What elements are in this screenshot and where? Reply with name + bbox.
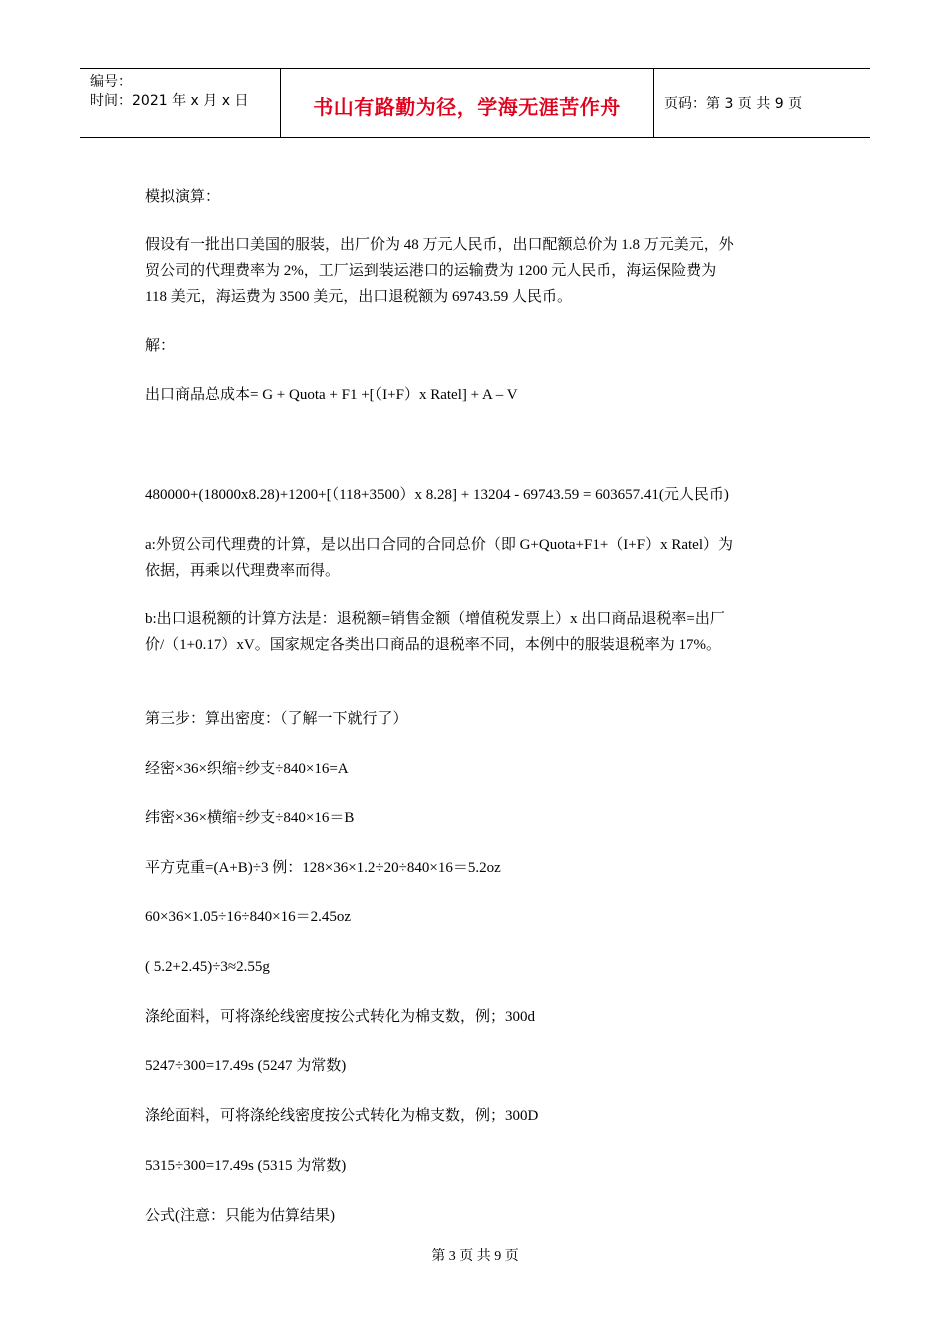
number-label: 编号：: [90, 74, 132, 90]
paragraph-line: 假设有一批出口美国的服装，出厂价为 48 万元人民币，出口配额总价为 1.8 万元美元，外: [145, 237, 734, 253]
formula-line: ( 5.2+2.45)÷3≈2.55g: [145, 959, 270, 975]
time-label: 时间：2021 年 x 月 x 日: [90, 93, 249, 109]
formula-line: 纬密×36×横缩÷纱支÷840×16＝B: [145, 810, 355, 826]
formula-line: 5247÷300=17.49s (5247 为常数): [145, 1058, 347, 1074]
formula-line: 5315÷300=17.49s (5315 为常数): [145, 1158, 347, 1174]
formula-line: 经密×36×织缩÷纱支÷840×16=A: [145, 761, 349, 777]
page-header: [80, 68, 870, 138]
cost-calculation: 480000+(18000x8.28)+1200+[（118+3500）x 8.28] + 13204 - 69743.59 = 603657.41(元人民币): [145, 487, 729, 503]
formula-note: 公式(注意：只能为估算结果): [145, 1208, 335, 1224]
formula-line: 涤纶面料，可将涤纶线密度按公式转化为棉支数，例；300D: [145, 1108, 539, 1124]
section-title: 模拟演算：: [145, 189, 221, 205]
header-page-cell: [654, 69, 870, 137]
step-three: 第三步：算出密度：（了解一下就行了）: [145, 711, 408, 727]
formula-line: 涤纶面料，可将涤纶线密度按公式转化为棉支数，例；300d: [145, 1009, 536, 1025]
solution-label: 解：: [145, 338, 176, 354]
page-footer: 第 3 页 共 9 页: [431, 1249, 519, 1264]
paragraph-line: 贸公司的代理费率为 2%，工厂运到装运港口的运输费为 1200 元人民币，海运保险费为: [145, 263, 717, 279]
paragraph-line: 118 美元，海运费为 3500 美元，出口退税额为 69743.59 人民币。: [145, 289, 572, 305]
page-label: 页码：第 3 页 共 9 页: [664, 96, 803, 112]
formula-line: 60×36×1.05÷16÷840×16＝2.45oz: [145, 909, 352, 925]
note-b-line: 价/（1+0.17）xV。国家规定各类出口商品的退税率不同，本例中的服装退税率为 17%。: [145, 637, 721, 653]
motto: 书山有路勤为径，学海无涯苦作舟: [313, 95, 621, 119]
note-a-line: a:外贸公司代理费的计算，是以出口合同的合同总价（即 G+Quota+F1+（I+F）x Ratel）为: [145, 537, 733, 553]
header-motto-cell: [281, 69, 654, 137]
cost-formula: 出口商品总成本= G + Quota + F1 +[（I+F）x Ratel] + A – V: [145, 387, 518, 403]
formula-line: 平方克重=(A+B)÷3 例：128×36×1.2÷20÷840×16＝5.2oz: [145, 860, 501, 876]
note-b-line: b:出口退税额的计算方法是：退税额=销售金额（增值税发票上）x 出口商品退税率=出厂: [145, 611, 725, 627]
note-a-line: 依据，再乘以代理费率而得。: [145, 563, 341, 579]
header-info-cell: [80, 69, 281, 137]
